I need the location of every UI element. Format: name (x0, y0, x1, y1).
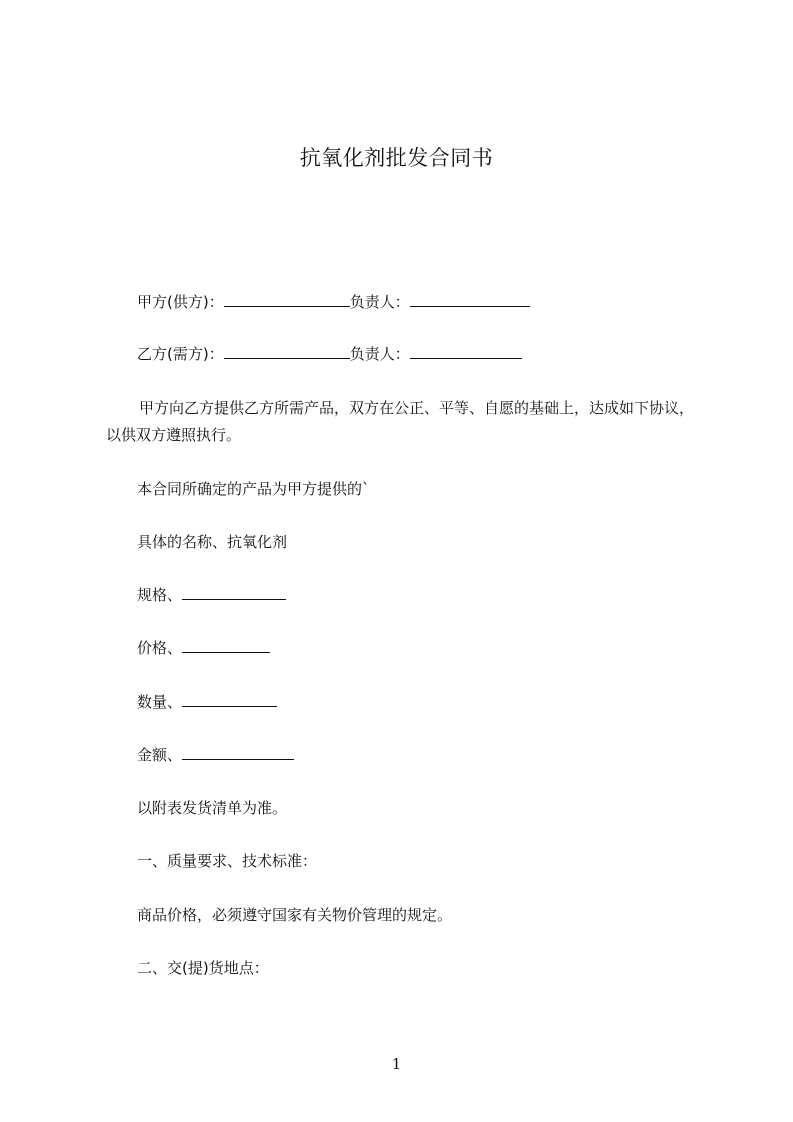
product-statement: 本合同所确定的产品为甲方提供的` (137, 480, 370, 498)
section-2-heading: 二、交(提)货地点： (137, 959, 269, 977)
amount-line (137, 745, 294, 765)
party-a-line (137, 292, 530, 312)
section-1-heading: 一、质量要求、技术标准： (137, 852, 318, 870)
page-number: 1 (391, 1055, 402, 1073)
party-a-contact-label: 负责人： (349, 293, 410, 311)
party-b-contact-label: 负责人： (349, 345, 410, 363)
spec-line (137, 585, 286, 605)
quantity-label: 数量、 (137, 693, 183, 711)
quantity-line (137, 692, 277, 712)
quantity-blank (182, 692, 277, 707)
price-blank (182, 638, 270, 653)
spec-label: 规格、 (137, 586, 183, 604)
attachment-note: 以附表发货清单为准。 (137, 799, 288, 817)
party-a-contact-blank (410, 292, 530, 307)
document-title: 抗氧化剂批发合同书 (299, 146, 494, 170)
spec-blank (182, 585, 286, 600)
party-a-label: 甲方(供方)： (137, 293, 224, 311)
party-b-line (137, 344, 522, 364)
amount-blank (182, 745, 294, 760)
party-b-name-blank (224, 344, 350, 359)
price-label: 价格、 (137, 639, 183, 657)
section-1-text: 商品价格，必须遵守国家有关物价管理的规定。 (137, 906, 453, 924)
party-a-name-blank (224, 292, 350, 307)
party-b-label: 乙方(需方)： (137, 345, 224, 363)
price-line (137, 638, 270, 658)
amount-label: 金额、 (137, 746, 183, 764)
party-b-contact-blank (410, 344, 522, 359)
intro-paragraph: 甲方向乙方提供乙方所需产品，双方在公正、平等、自愿的基础上，达成如下协议，以供双方遵照执行。 (106, 399, 695, 444)
product-name: 具体的名称、抗氧化剂 (137, 533, 288, 551)
